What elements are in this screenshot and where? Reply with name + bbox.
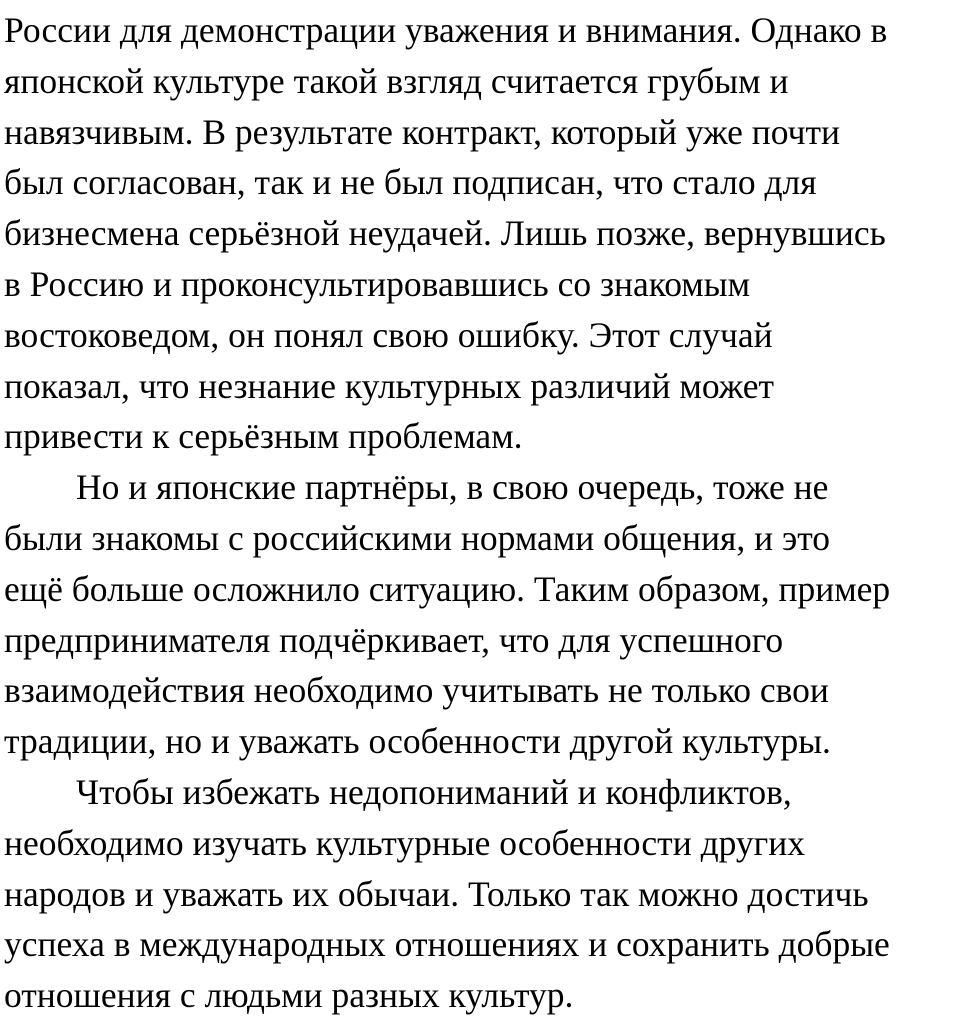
text-line: предпринимателя подчёркивает, что для успешного [4,619,784,660]
text-line: были знакомы с российскими нормами общения, и это [4,517,831,558]
text-line: народов и уважать их обычаи. Только так можно достичь [4,873,869,914]
text-line: успеха в международных отношениях и сохранить добрые [4,924,890,965]
text-line: бизнесмена серьёзной неудачей. Лишь позже, вернувшись [4,213,886,254]
text-line: ещё больше осложнило ситуацию. Таким образом, пример [4,568,891,609]
text-line: необходимо изучать культурные особенности других [4,822,805,863]
text-line: взаимодействия необходимо учитывать не только свои [4,670,829,711]
paragraph-1 [4,5,960,462]
text-line: Но и японские партнёры, в свою очередь, тоже не [76,467,829,508]
text-line: был согласован, так и не был подписан, что стало для [4,162,817,203]
text-line: навязчивым. В результате контракт, который уже почти [4,111,841,152]
paragraph-2 [4,462,960,767]
text-line: в Россию и проконсультировавшись со знакомым [4,263,751,304]
text-line: традиции, но и уважать особенности другой культуры. [4,721,831,762]
paragraph-3 [4,767,960,1021]
text-line: отношения с людьми разных культур. [4,975,574,1016]
text-line: Чтобы избежать недопониманий и конфликтов, [76,771,792,812]
text-line: показал, что незнание культурных различий может [4,365,775,406]
text-line: востоковедом, он понял свою ошибку. Этот случай [4,314,773,355]
text-line: России для демонстрации уважения и внимания. Однако в [4,10,888,50]
text-line: японской культуре такой взгляд считается грубым и [4,60,789,101]
text-line: привести к серьёзным проблемам. [4,416,523,457]
